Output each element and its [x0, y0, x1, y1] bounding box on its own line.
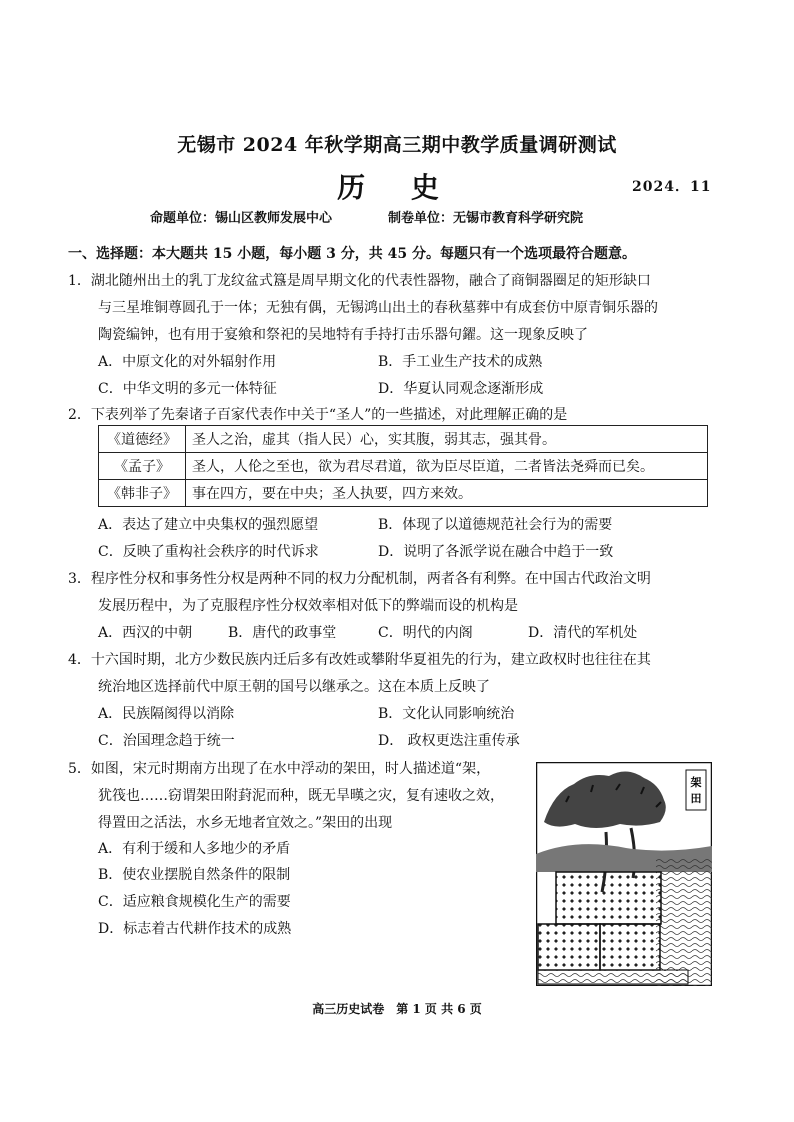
q1-stem-line-2: 与三星堆铜尊圆孔于一体；无独有偶，无锡鸿山出土的春秋墓葬中有成套仿中原青铜乐器的	[98, 300, 658, 316]
section-heading: 一、选择题：本大题共 15 小题，每小题 3 分，共 45 分。每题只有一个选项最符合题意。	[68, 246, 636, 262]
q1-stem-line-3: 陶瓷编钟，也有用于宴飨和祭祀的吴地特有手持打击乐器句鑃。这一现象反映了	[98, 327, 588, 343]
q2-table	[98, 425, 708, 507]
q2-stem: 2．下表列举了先秦诸子百家代表作中关于“圣人”的一些描述，对此理解正确的是	[68, 407, 568, 423]
floating-field-illustration	[536, 762, 712, 986]
q4-stem-line-2: 统治地区选择前代中原王朝的国号以继承之。这在本质上反映了	[98, 679, 490, 695]
q3-stem-line-2: 发展历程中，为了克服程序性分权效率相对低下的弊端而设的机构是	[98, 598, 518, 614]
q4-option-a: A．民族隔阂得以消除	[98, 706, 235, 722]
figure-label-char-2: 田	[690, 792, 702, 805]
q1-option-d: D．华夏认同观念逐渐形成	[378, 381, 544, 397]
q1-stem-line-1: 1．湖北随州出土的乳丁龙纹盆式簋是周早期文化的代表性器物，融合了商铜器圈足的矩形缺口	[68, 273, 651, 289]
table-row	[99, 426, 708, 453]
print-unit: 制卷单位：无锡市教育科学研究院	[388, 211, 584, 226]
q3-option-d: D．清代的军机处	[528, 625, 638, 641]
q4-option-d: D． 政权更迭注重传承	[378, 733, 520, 749]
q4-option-b: B．文化认同影响统治	[378, 706, 515, 722]
exam-date: 2024．11	[632, 179, 712, 195]
table-cell-text: 事在四方，要在中央；圣人执要，四方来效。	[186, 480, 708, 507]
q5-option-d: D．标志着古代耕作技术的成熟	[98, 921, 292, 937]
q3-stem-line-1: 3．程序性分权和事务性分权是两种不同的权力分配机制，两者各有利弊。在中国古代政治文明	[68, 571, 651, 587]
table-cell-text: 圣人之治，虚其（指人民）心，实其腹，弱其志，强其骨。	[186, 426, 708, 453]
q3-option-a: A．西汉的中朝	[98, 625, 193, 641]
q1-option-a: A．中原文化的对外辐射作用	[98, 354, 277, 370]
q4-option-c: C．治国理念趋于统一	[98, 733, 235, 749]
q2-option-d: D．说明了各派学说在融合中趋于一致	[378, 544, 614, 560]
q5-option-b: B．使农业摆脱自然条件的限制	[98, 867, 291, 883]
exam-units	[150, 207, 639, 226]
table-cell-text: 圣人，人伦之至也，欲为君尽君道，欲为臣尽臣道，二者皆法尧舜而已矣。	[186, 453, 708, 480]
table-cell-book: 《孟子》	[99, 453, 186, 480]
table-row	[99, 453, 708, 480]
q5-option-c: C．适应粮食规模化生产的需要	[98, 894, 291, 910]
q1-option-c: C．中华文明的多元一体特征	[98, 381, 277, 397]
q2-option-a: A．表达了建立中央集权的强烈愿望	[98, 517, 319, 533]
table-cell-book: 《道德经》	[99, 426, 186, 453]
q3-option-b: B．唐代的政事堂	[228, 625, 337, 641]
question-unit: 命题单位：锡山区教师发展中心	[150, 211, 333, 226]
table-cell-book: 《韩非子》	[99, 480, 186, 507]
q2-option-c: C．反映了重构社会秩序的时代诉求	[98, 544, 319, 560]
q5-stem-line-1: 5．如图，宋元时期南方出现了在水中浮动的架田，时人描述道“架，	[68, 761, 491, 777]
q3-option-c: C．明代的内阁	[378, 625, 473, 641]
q1-option-b: B．手工业生产技术的成熟	[378, 354, 543, 370]
q4-stem-line-1: 4．十六国时期，北方少数民族内迁后多有改姓或攀附华夏祖先的行为，建立政权时也往往在其	[68, 652, 651, 668]
figure-label-char-1: 架	[690, 776, 702, 789]
q2-option-b: B．体现了以道德规范社会行为的需要	[378, 517, 613, 533]
subject-title: 历 史	[337, 171, 457, 204]
table-row	[99, 480, 708, 507]
q5-stem-line-3: 得置田之活法，水乡无地者宜效之。”架田的出现	[98, 815, 393, 831]
exam-title: 无锡市 2024 年秋学期高三期中教学质量调研测试	[177, 134, 617, 156]
q5-option-a: A．有利于缓和人多地少的矛盾	[98, 841, 291, 857]
page-footer: 高三历史试卷 第 1 页 共 6 页	[312, 1002, 482, 1016]
q5-stem-line-2: 犹筏也……窃谓架田附葑泥而种，既无旱暵之灾，复有速收之效，	[98, 788, 504, 804]
